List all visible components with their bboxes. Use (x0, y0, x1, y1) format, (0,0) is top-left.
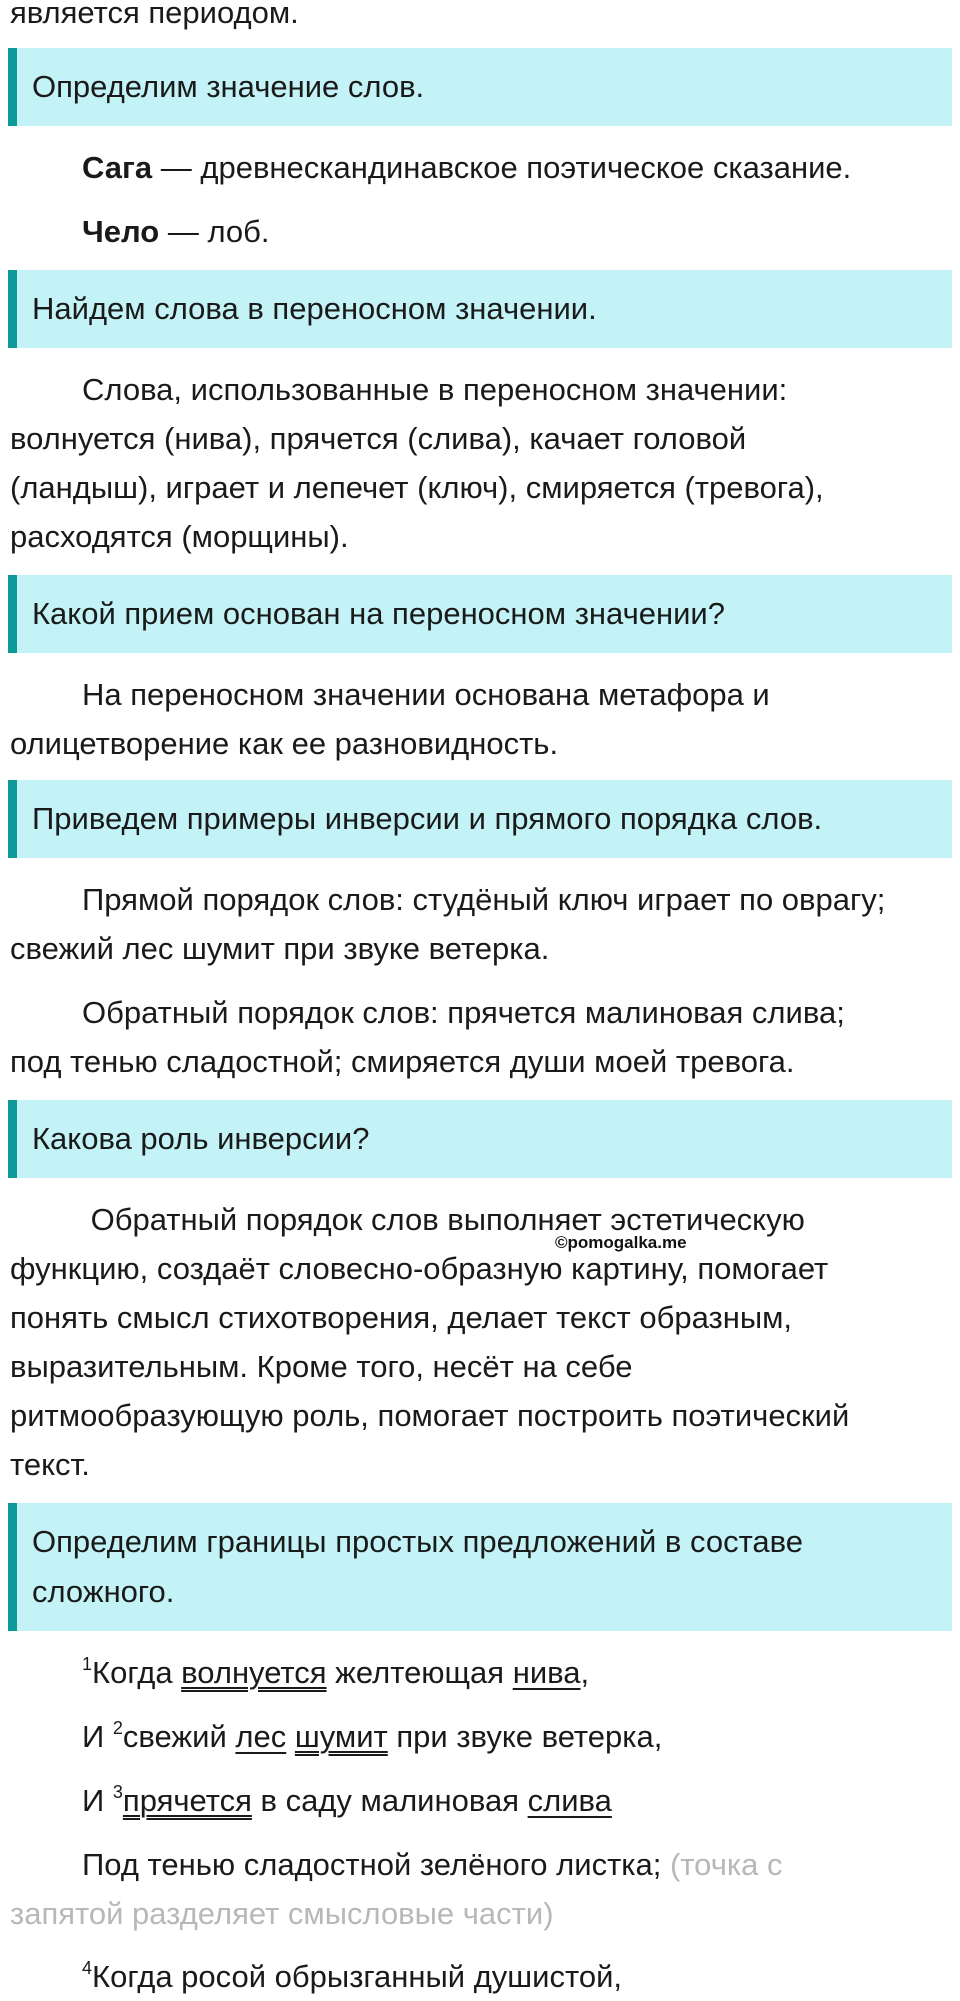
paragraph-line: (ландыш), играет и лепечет (ключ), смиряется (тревога), (10, 470, 824, 505)
poem-text: свежий (122, 1719, 236, 1754)
poem-text: И (82, 1719, 113, 1754)
poem-line-2 (82, 1712, 662, 1761)
section-header-inversion-role (8, 1100, 952, 1178)
poem-text: , (580, 1655, 590, 1690)
definition-chelo (82, 207, 270, 256)
clause-number: 3 (112, 1782, 123, 1802)
poem-text: Когда росой обрызганный душистой, (92, 1959, 623, 1994)
paragraph-line: свежий лес шумит при звуке ветерка. (10, 931, 550, 966)
section-header-text: Определим значение слов. (32, 69, 425, 104)
definition-saga-text: — древнескандинавское поэтическое сказание. (152, 150, 852, 185)
clause-number: 1 (82, 1654, 93, 1674)
poem-text: Когда (92, 1655, 182, 1690)
poem-text: в саду малиновая (251, 1783, 528, 1818)
section-header-meanings (8, 48, 952, 126)
clause-number: 2 (112, 1718, 123, 1738)
section-header-text: Найдем слова в переносном значении. (32, 291, 597, 326)
term-saga: Сага (82, 150, 153, 185)
poem-text: И (82, 1783, 113, 1818)
paragraph-line: Обратный порядок слов выполняет эстетическую (82, 1202, 805, 1237)
paragraph-line: олицетворение как ее разновидность. (10, 726, 559, 761)
section-header-text: сложного. (32, 1574, 175, 1609)
paragraph-line: понять смысл стихотворения, делает текст образным, (10, 1300, 793, 1335)
paragraph-line: Слова, использованные в переносном значении: (82, 372, 788, 407)
poem-text (286, 1719, 295, 1754)
poem-line-4 (82, 1840, 782, 1889)
poem-text: желтеющая (326, 1655, 513, 1690)
subject: нива (512, 1655, 581, 1690)
poem-text: при звуке ветерка, (387, 1719, 663, 1754)
section-header-text: Приведем примеры инверсии и прямого порядка слов. (32, 801, 823, 836)
section-header-inversion-examples (8, 780, 952, 858)
section-header-device (8, 575, 952, 653)
definition-chelo-text: — лоб. (159, 214, 270, 249)
clause-number: 4 (82, 1958, 93, 1978)
predicate: волнуется (181, 1655, 327, 1690)
section-header-text: Какова роль инверсии? (32, 1121, 370, 1156)
poem-line-3 (82, 1776, 612, 1825)
poem-line-1 (82, 1648, 589, 1697)
section-header-text: Какой прием основан на переносном значении? (32, 596, 725, 631)
subject: лес (235, 1719, 287, 1754)
section-header-text: Определим границы простых предложений в составе (32, 1524, 804, 1559)
predicate: прячется (122, 1783, 252, 1818)
intro-tail-text: является периодом. (10, 0, 299, 30)
term-chelo: Чело (82, 214, 160, 249)
paragraph-line: На переносном значении основана метафора и (82, 677, 770, 712)
paragraph-line: Прямой порядок слов: студёный ключ играет по оврагу; (82, 882, 886, 917)
subject: слива (527, 1783, 612, 1818)
poem-text: Под тенью сладостной зелёного листка; (82, 1847, 670, 1882)
section-header-sentence-boundaries (8, 1503, 952, 1631)
note-text: (точка с (669, 1847, 783, 1882)
definition-saga (82, 143, 851, 192)
paragraph-line: волнуется (нива), прячется (слива), качает головой (10, 421, 747, 456)
paragraph-line: расходятся (морщины). (10, 519, 349, 554)
paragraph-line: текст. (10, 1447, 90, 1482)
paragraph-line: функцию, создаёт словесно-образную картину, помогает (10, 1251, 829, 1286)
paragraph-line: Обратный порядок слов: прячется малиновая слива; (82, 995, 845, 1030)
section-header-figurative (8, 270, 952, 348)
paragraph-line: выразительным. Кроме того, несёт на себе (10, 1349, 633, 1384)
paragraph-line: под тенью сладостной; смиряется души моей тревога. (10, 1044, 795, 1079)
paragraph-line: ритмообразующую роль, помогает построить поэтический (10, 1398, 850, 1433)
watermark-text: ©pomogalka.me (555, 1233, 687, 1252)
note-text: запятой разделяет смысловые части) (10, 1896, 554, 1931)
poem-line-5 (82, 1952, 622, 2001)
predicate: шумит (294, 1719, 388, 1754)
